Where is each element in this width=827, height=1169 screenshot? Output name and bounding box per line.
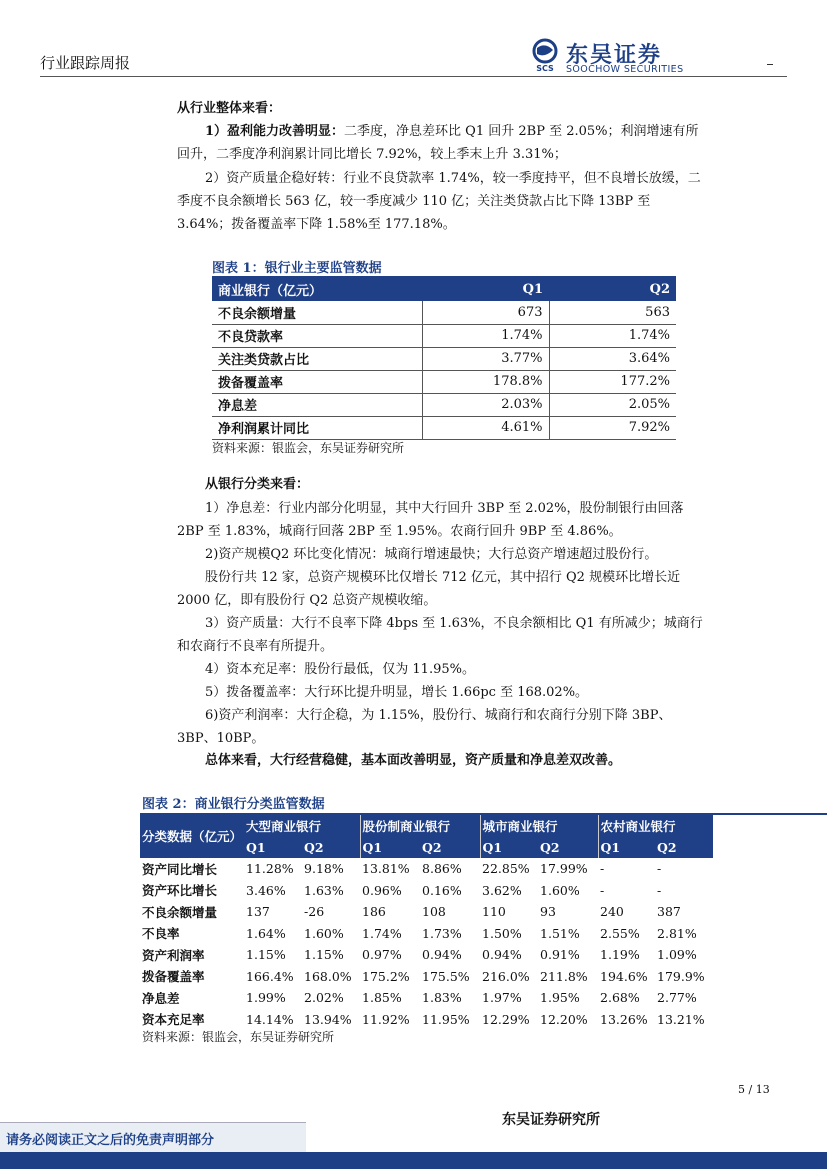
category-summary: 总体来看，大行经营稳健，基本面改善明显，资产质量和净息差双改善。 — [205, 753, 622, 768]
table-cell: 0.96% — [362, 882, 402, 898]
table-cell: 2.03% — [422, 393, 549, 416]
row-label: 不良率 — [142, 926, 180, 942]
table-row — [140, 1009, 713, 1031]
overall-profit-paragraph — [177, 120, 705, 166]
table-row — [212, 370, 676, 393]
table-cell: 1.51% — [540, 925, 580, 941]
table-cell: 175.2% — [362, 968, 410, 984]
table-cell: 7.92% — [549, 416, 676, 439]
overall-profit-text: 二季度，净息差环比 Q1 回升 2BP 至 2.05%；利润增速有所回升，二季度净利润累计同比增长 7.92%，较上季末上升 3.31%； — [177, 124, 699, 162]
table-cell: 3.77% — [422, 347, 549, 370]
table2-corner-header: 分类数据（亿元） — [140, 815, 244, 858]
table-cell: 12.29% — [482, 1011, 530, 1027]
table-row — [212, 347, 676, 370]
table-cell: 3.64% — [549, 347, 676, 370]
table-cell: 1.74% — [362, 925, 402, 941]
table-cell: 178.8% — [422, 370, 549, 393]
table-cell: 13.21% — [657, 1011, 705, 1027]
header-dash — [767, 64, 773, 65]
table-cell: 177.2% — [549, 370, 676, 393]
table1-source: 资料来源：银监会，东吴证券研究所 — [212, 441, 405, 455]
table-cell: 108 — [422, 904, 446, 920]
table-cell: 211.8% — [540, 968, 588, 984]
table-cell: 0.97% — [362, 947, 402, 963]
table-cell: 1.95% — [540, 990, 580, 1006]
header-divider — [40, 76, 787, 77]
table-cell: 168.0% — [304, 968, 352, 984]
table-row — [212, 416, 676, 439]
table-cell: 1.64% — [246, 925, 286, 941]
table-cell: 12.20% — [540, 1011, 588, 1027]
row-label: 净息差 — [142, 990, 180, 1006]
category-heading: 从银行分类来看： — [205, 477, 310, 492]
disclaimer-box — [0, 1122, 306, 1152]
table-cell: 13.81% — [362, 861, 410, 877]
row-label: 净息差 — [212, 393, 422, 416]
table-row — [140, 987, 713, 1009]
group-header: 股份制商业银行 — [360, 815, 480, 837]
row-label: 不良余额增量 — [142, 904, 218, 920]
table-cell: 387 — [657, 904, 681, 920]
table-cell: 1.99% — [246, 990, 286, 1006]
table-cell: 1.19% — [600, 947, 640, 963]
quarter-header: Q2 — [420, 837, 480, 859]
row-label: 不良贷款率 — [212, 324, 422, 347]
table-cell: 1.15% — [246, 947, 286, 963]
table-cell: 0.94% — [482, 947, 522, 963]
report-type-label: 行业跟踪周报 — [40, 54, 131, 72]
footer-brand: 东吴证券研究所 — [502, 1112, 600, 1128]
figure2-title: 图表 2：商业银行分类监管数据 — [142, 797, 325, 812]
table-cell: 11.28% — [246, 861, 294, 877]
row-label: 资产环比增长 — [142, 883, 218, 899]
quarter-header: Q2 — [538, 837, 598, 859]
table-cell: 216.0% — [482, 968, 530, 984]
category-capital-paragraph: 4）资本充足率：股份行最低，仅为 11.95%。 — [205, 662, 475, 677]
table-cell: 1.74% — [422, 324, 549, 347]
table-cell: 1.09% — [657, 947, 697, 963]
table-cell: 0.91% — [540, 947, 580, 963]
table-cell: 2.68% — [600, 990, 640, 1006]
table-cell: -26 — [304, 904, 325, 920]
overall-quality-paragraph: 2）资产质量企稳好转：行业不良贷款率 1.74%，较一季度持平，但不良增长放缓，二季度不良余额增长 563 亿，较一季度减少 110 亿；关注类贷款占比下降 13BP 至 3.64%；拨备覆盖率下降 1.58%至 177.18%。 — [177, 171, 701, 232]
table-row — [140, 923, 713, 945]
table-cell: 563 — [549, 301, 676, 324]
table-cell: 11.92% — [362, 1011, 410, 1027]
table-header-cell: Q1 — [422, 277, 549, 301]
category-roa-paragraph: 6)资产利润率：大行企稳，为 1.15%，股份行、城商行和农商行分别下降 3BP、3BP、10BP。 — [177, 708, 672, 746]
table-cell: 194.6% — [600, 968, 648, 984]
table-cell: 1.74% — [549, 324, 676, 347]
table-row — [140, 901, 713, 923]
table-header-row — [212, 277, 676, 301]
table-cell: 4.61% — [422, 416, 549, 439]
row-label: 资产同比增长 — [142, 861, 218, 877]
category-nim-paragraph: 1）净息差：行业内部分化明显，其中大行回升 3BP 至 2.02%，股份制银行由回落 2BP 至 1.83%，城商行回落 2BP 至 1.95%。农商行回升 9BP 至 4.86%。 — [177, 501, 684, 539]
table-row — [140, 880, 713, 902]
table-row — [140, 944, 713, 966]
quarter-header: Q2 — [655, 837, 713, 859]
table-cell: 13.94% — [304, 1011, 352, 1027]
table-cell: 3.62% — [482, 882, 522, 898]
row-label: 资产利润率 — [142, 947, 205, 963]
table-cell: 13.26% — [600, 1011, 648, 1027]
table-cell: 9.18% — [304, 861, 344, 877]
table-row — [140, 858, 713, 880]
table-cell: 1.63% — [304, 882, 344, 898]
table-cell: 1.50% — [482, 925, 522, 941]
table-cell: 93 — [540, 904, 556, 920]
table-cell: 14.14% — [246, 1011, 294, 1027]
table-cell: - — [600, 861, 605, 877]
category-quality-paragraph: 3）资产质量：大行不良率下降 4bps 至 1.63%，不良余额相比 Q1 有所减少；城商行和农商行不良率有所提升。 — [177, 616, 703, 654]
table-cell: - — [600, 882, 605, 898]
table-cell: 8.86% — [422, 861, 462, 877]
table-header-cell: 商业银行（亿元） — [212, 277, 422, 301]
table-row — [140, 966, 713, 988]
company-logo — [528, 38, 698, 78]
table-cell: - — [657, 861, 662, 877]
category-asset-paragraph: 2)资产规模Q2 环比变化情况：城商行增速最快；大行总资产增速超过股份行。 — [205, 547, 658, 562]
table-row — [212, 393, 676, 416]
table-cell: 3.46% — [246, 882, 286, 898]
group-header: 大型商业银行 — [244, 815, 360, 837]
table-cell: 2.02% — [304, 990, 344, 1006]
footer-bar — [0, 1152, 827, 1169]
table-cell: 175.5% — [422, 968, 470, 984]
quarter-header: Q2 — [302, 837, 360, 859]
table-cell: - — [657, 882, 662, 898]
bank-category-table — [140, 815, 713, 1030]
bank-regulatory-table — [212, 277, 676, 440]
quarter-header: Q1 — [598, 837, 655, 859]
table-cell: 166.4% — [246, 968, 294, 984]
table-cell: 137 — [246, 904, 270, 920]
quarter-header: Q1 — [360, 837, 420, 859]
disclaimer-text: 请务必阅读正文之后的免责声明部分 — [6, 1133, 215, 1148]
table-cell: 2.77% — [657, 990, 697, 1006]
row-label: 拨备覆盖率 — [142, 969, 205, 985]
logo-english-name: SOOCHOW SECURITIES — [566, 64, 684, 75]
table-cell: 0.16% — [422, 882, 462, 898]
table2-source: 资料来源：银监会，东吴证券研究所 — [142, 1030, 335, 1044]
table-cell: 240 — [600, 904, 624, 920]
logo-mark-icon — [528, 38, 562, 72]
table-cell: 179.9% — [657, 968, 705, 984]
table-cell: 186 — [362, 904, 386, 920]
table-cell: 673 — [422, 301, 549, 324]
table-cell: 2.55% — [600, 925, 640, 941]
row-label: 拨备覆盖率 — [212, 370, 422, 393]
table-cell: 1.60% — [304, 925, 344, 941]
group-header: 城市商业银行 — [480, 815, 598, 837]
row-label: 不良余额增量 — [212, 301, 422, 324]
figure1-title: 图表 1：银行业主要监管数据 — [212, 261, 382, 276]
table-cell: 1.83% — [422, 990, 462, 1006]
table-cell: 2.81% — [657, 925, 697, 941]
table-cell: 17.99% — [540, 861, 588, 877]
row-label: 资本充足率 — [142, 1012, 205, 1028]
table-cell: 1.15% — [304, 947, 344, 963]
table-cell: 22.85% — [482, 861, 530, 877]
row-label: 关注类贷款占比 — [212, 347, 422, 370]
page-number: 5 / 13 — [738, 1083, 770, 1096]
table-cell: 1.85% — [362, 990, 402, 1006]
table-cell: 0.94% — [422, 947, 462, 963]
table-cell: 110 — [482, 904, 506, 920]
svg-text:SCS: SCS — [536, 64, 554, 72]
table-cell: 1.97% — [482, 990, 522, 1006]
row-label: 净利润累计同比 — [212, 416, 422, 439]
table-header-cell: Q2 — [549, 277, 676, 301]
group-header: 农村商业银行 — [598, 815, 713, 837]
category-provision-paragraph: 5）拨备覆盖率：大行环比提升明显，增长 1.66pc 至 168.02%。 — [205, 685, 589, 700]
table-cell: 11.95% — [422, 1011, 470, 1027]
table-cell: 1.60% — [540, 882, 580, 898]
overall-heading: 从行业整体来看： — [177, 101, 282, 116]
quarter-header: Q1 — [244, 837, 302, 859]
table-cell: 1.73% — [422, 925, 462, 941]
table-cell: 2.05% — [549, 393, 676, 416]
logo-chinese-name: 东吴证券 — [566, 43, 663, 68]
overall-profit-lead: 1）盈利能力改善明显： — [205, 124, 345, 139]
table-row — [212, 324, 676, 347]
quarter-header: Q1 — [480, 837, 538, 859]
category-joint-stock-paragraph: 股份行共 12 家，总资产规模环比仅增长 712 亿元，其中招行 Q2 规模环比增长近 2000 亿，即有股份行 Q2 总资产规模收缩。 — [177, 570, 681, 608]
table-row — [212, 301, 676, 324]
